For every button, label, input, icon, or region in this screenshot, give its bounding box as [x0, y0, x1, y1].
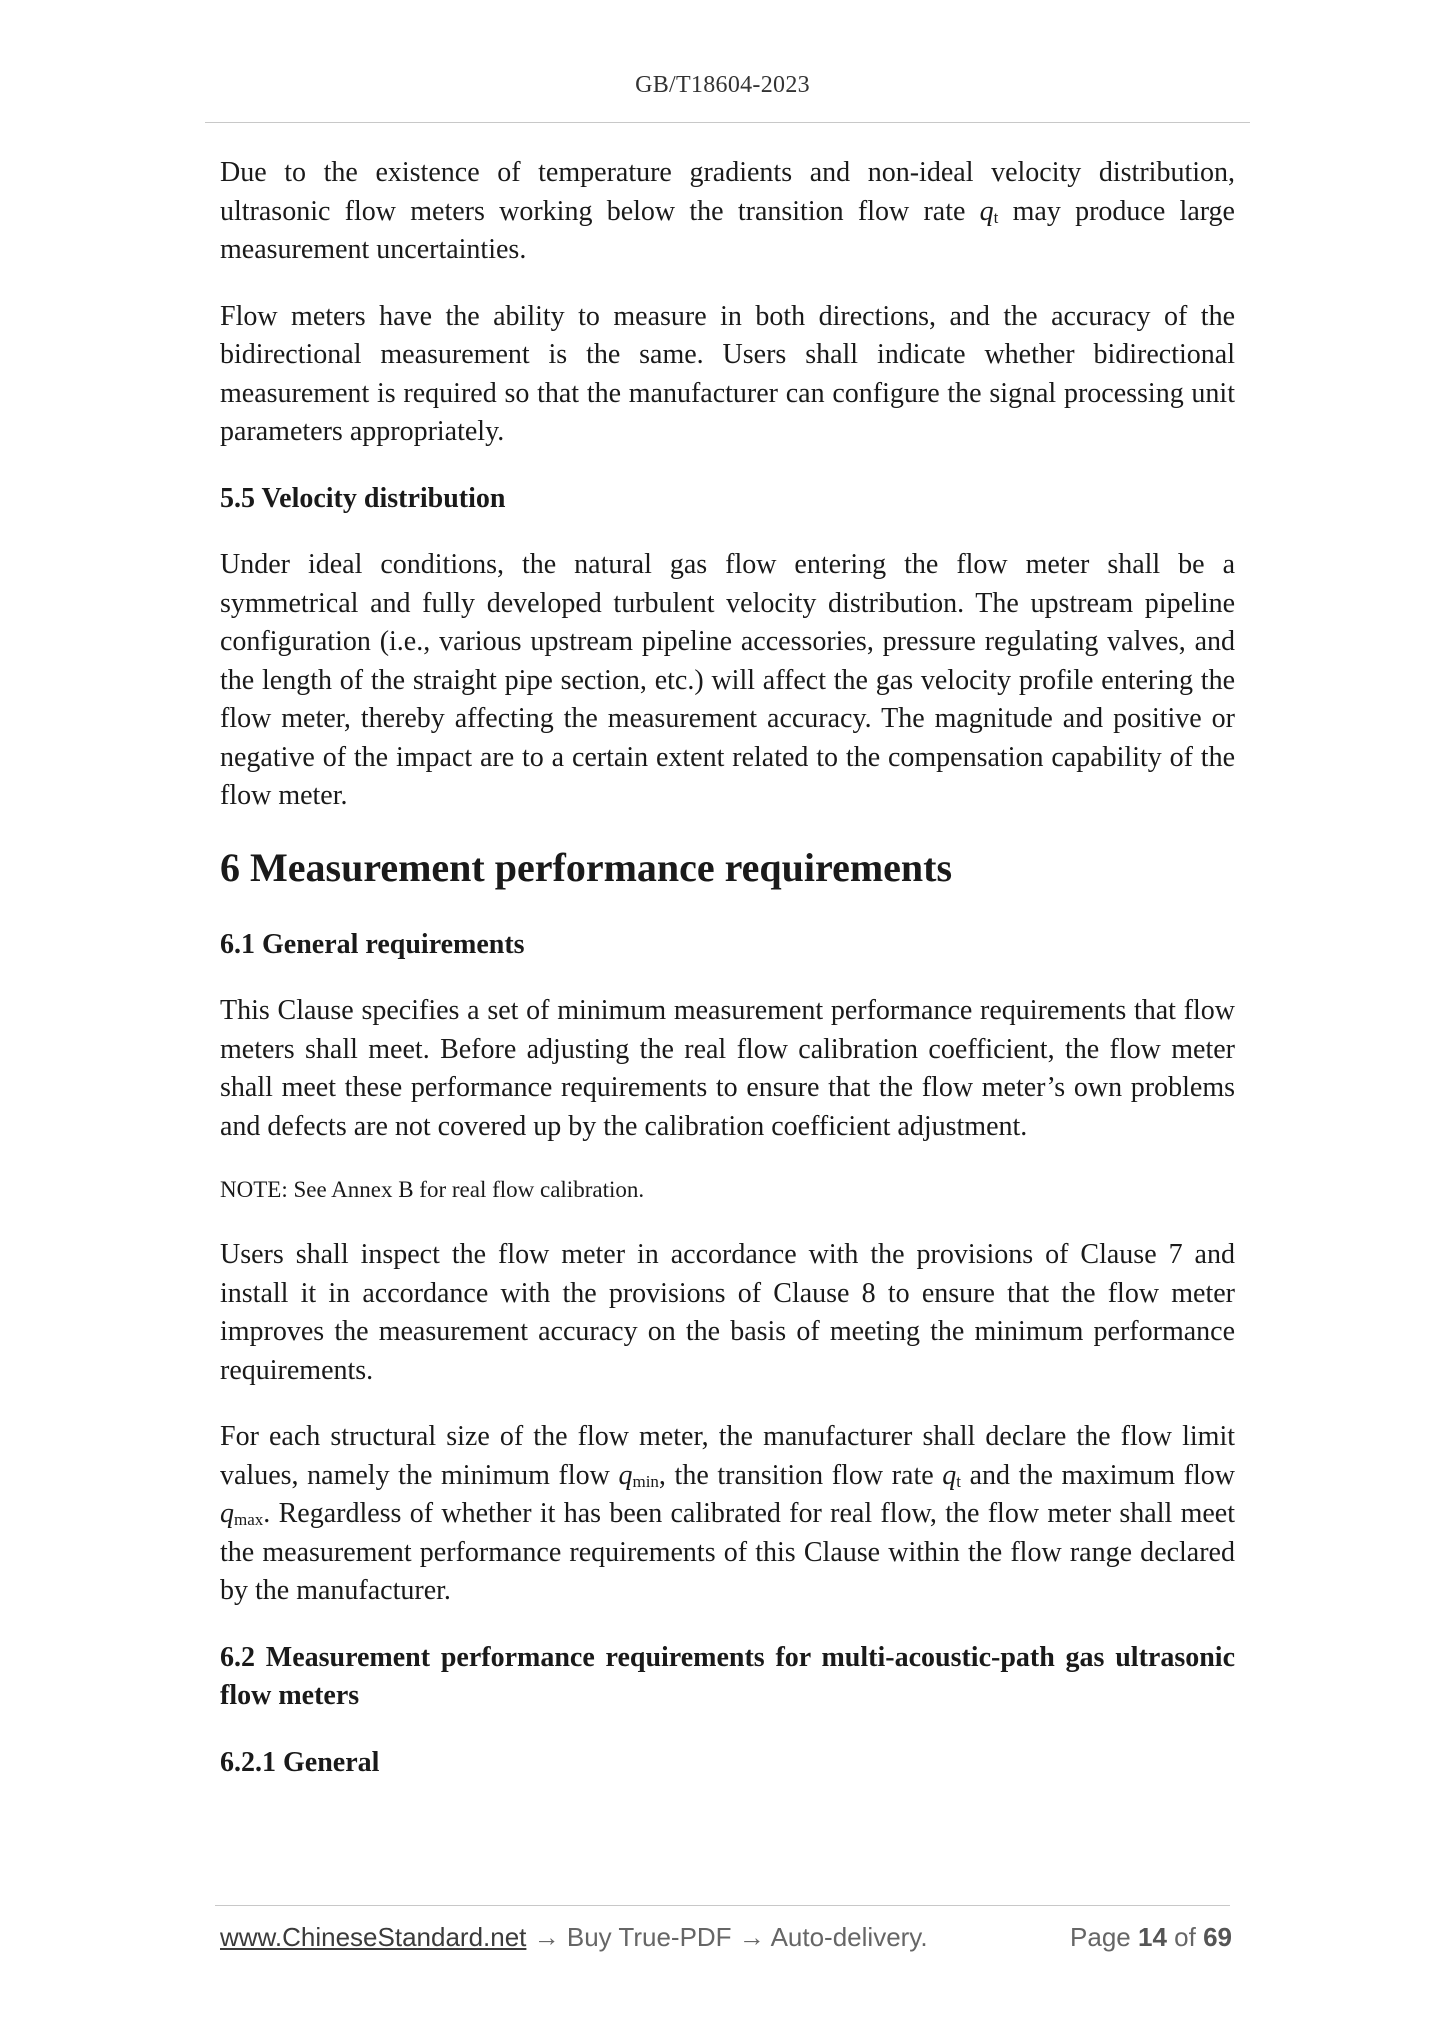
subscript-t: t: [956, 1471, 962, 1491]
paragraph-minimum-requirements: This Clause specifies a set of minimum measurement performance requirements that flow meters shall meet. Before adjusting the real flow calibration coefficient, the flow meter shall meet these performance requirements to ensure that the flow meter’s own problems and defects are not covered up by the calibration coefficient adjustment.: [220, 995, 1235, 1142]
current-page-number: 14: [1138, 1922, 1167, 1952]
paragraph-velocity-distribution: Under ideal conditions, the natural gas flow entering the flow meter shall be a symmetrical and fully developed turbulent velocity distribution. The upstream pipeline configuration (i.e., various upstream pipeline accessories, pressure regulating valves, and the length of the straight pipe section, etc.) will affect the gas velocity profile entering the flow meter, thereby affecting the measurement accuracy. The magnitude and positive or negative of the impact are to a certain extent related to the compensation capability of the flow meter.: [220, 549, 1235, 811]
paragraph-flow-limits: [220, 1418, 1235, 1611]
symbol-q: q: [979, 195, 994, 227]
paragraph-inspection-installation: Users shall inspect the flow meter in accordance with the provisions of Clause 7 and install it in accordance with the provisions of Clause 8 to ensure that the flow meter improves the measurement accuracy on the basis of meeting the minimum performance requirements.: [220, 1239, 1235, 1386]
symbol-subscript: t: [993, 207, 999, 227]
page-number: [1070, 1922, 1232, 1953]
symbol-q-t: q: [942, 1459, 957, 1491]
p6-text-1: For each structural size of the flow meter, the manufacturer shall declare the flow limit values, namely the minimum flow: [220, 1421, 1235, 1491]
page-label: Page: [1070, 1922, 1131, 1952]
paragraph-temperature-gradients: [220, 154, 1235, 270]
website-link[interactable]: www.ChineseStandard.net: [220, 1922, 527, 1952]
page-content: [220, 154, 1235, 1810]
symbol-q-max: q: [220, 1498, 234, 1529]
footer-divider: [215, 1905, 1230, 1906]
document-header: GB/T18604-2023: [635, 72, 810, 98]
p6-text-2: , the transition flow rate: [658, 1459, 943, 1491]
paragraph-bidirectional: Flow meters have the ability to measure in both directions, and the accuracy of the bidirectional measurement is the same. Users shall indicate whether bidirectional measurement is required so that the manufacturer can configure the signal processing unit parameters appropriately.: [220, 300, 1235, 447]
section-heading-6-2: 6.2 Measurement performance requirements for multi-acoustic-path gas ultrasonic flow meters: [220, 1641, 1235, 1711]
p6-text-3: and the maximum flow: [961, 1459, 1235, 1491]
header-divider: [205, 122, 1250, 123]
footer-promo-text: → Buy True-PDF → Auto-delivery.: [526, 1922, 928, 1952]
section-heading-6-2-1: 6.2.1 General: [220, 1746, 380, 1778]
note-annex-b: NOTE: See Annex B for real flow calibration.: [220, 1177, 645, 1202]
section-heading-6-1: 6.1 General requirements: [220, 928, 525, 960]
footer-promo: [220, 1922, 928, 1953]
of-label: of: [1174, 1922, 1196, 1952]
subscript-max: max: [234, 1510, 264, 1529]
p1-text-before: Due to the existence of temperature gradients and non-ideal velocity distribution, ultrasonic flow meters working below the transition flow rate: [220, 157, 1235, 227]
page-footer: [220, 1922, 1232, 1958]
section-heading-5-5: 5.5 Velocity distribution: [220, 482, 506, 514]
total-page-count: 69: [1203, 1922, 1232, 1952]
p6-text-4: . Regardless of whether it has been calibrated for real flow, the flow meter shall meet the measurement performance requirements of this Clause within the flow range declared by the manufacturer.: [220, 1498, 1235, 1606]
p1-text-after: may produce large measurement uncertainties.: [220, 195, 1235, 265]
clause-heading-6: 6 Measurement performance requirements: [220, 844, 953, 890]
subscript-min: min: [632, 1471, 659, 1491]
symbol-q-min: q: [618, 1459, 633, 1491]
